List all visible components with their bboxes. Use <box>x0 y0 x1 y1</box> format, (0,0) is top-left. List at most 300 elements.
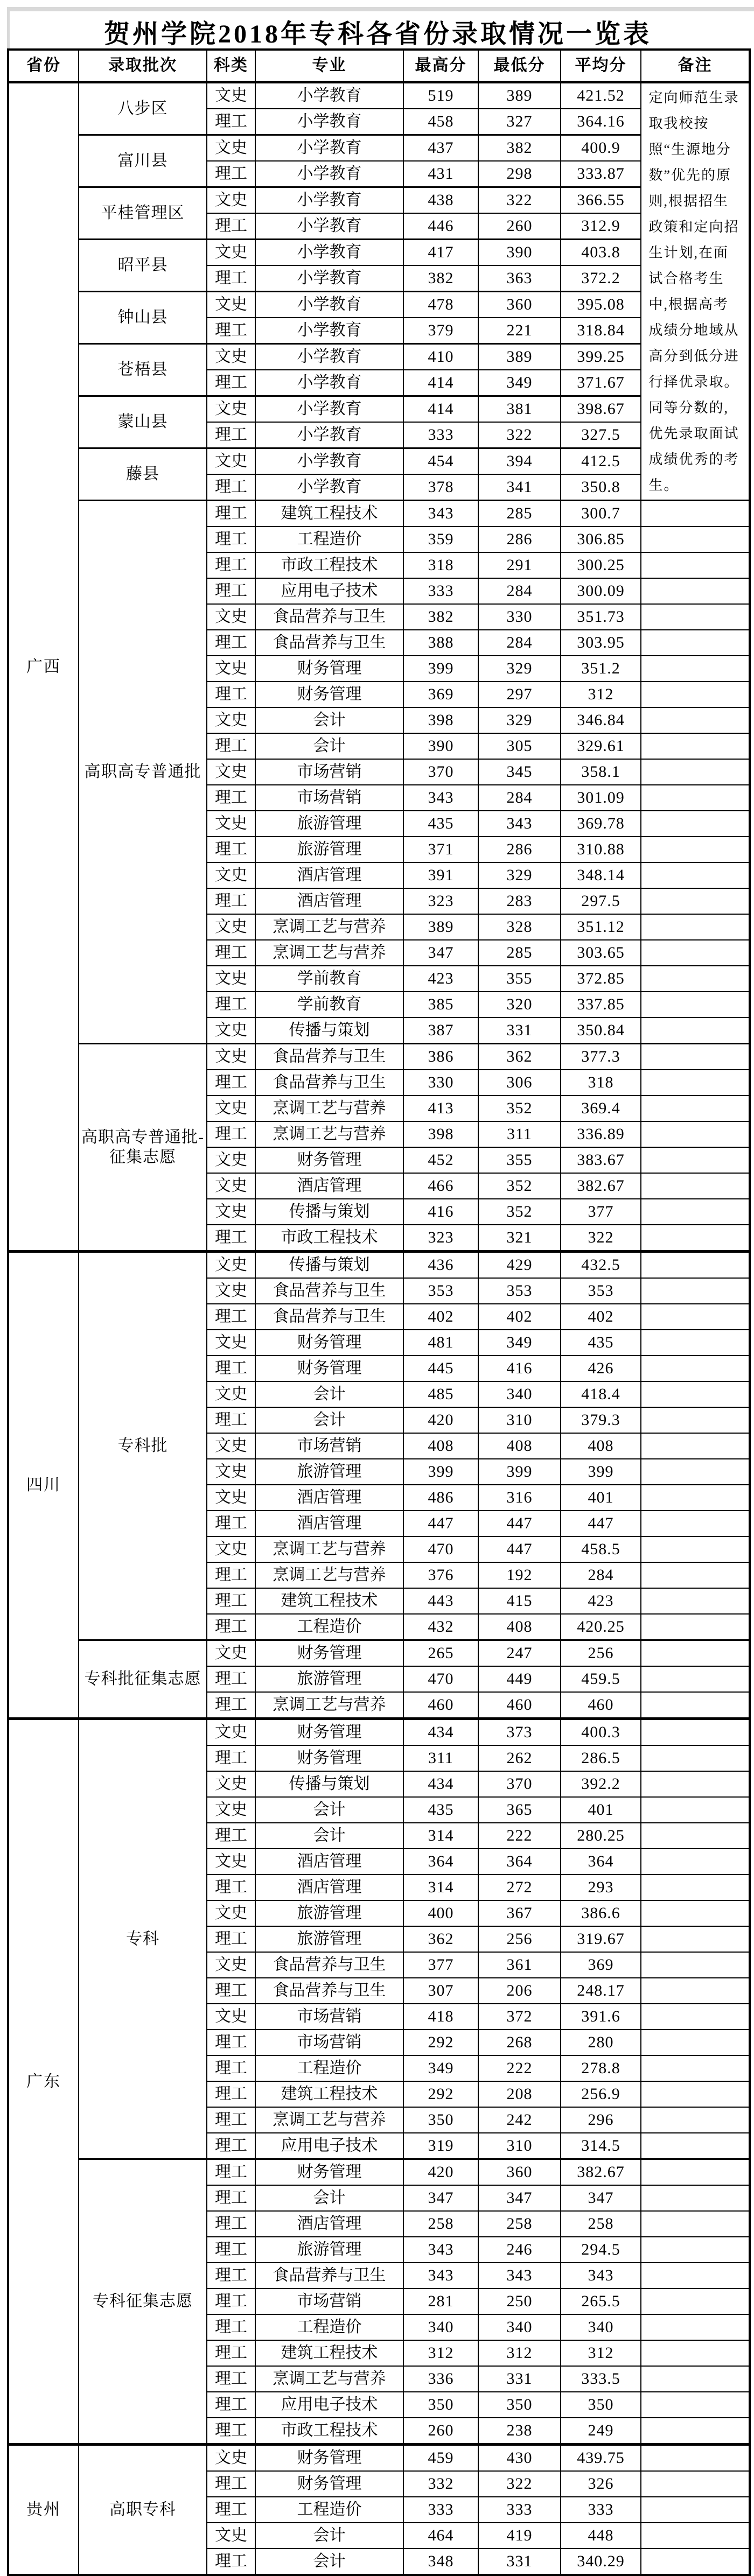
subject-type-cell: 文史 <box>207 1147 255 1173</box>
subject-type-cell: 理工 <box>207 2314 255 2340</box>
avg-score-cell: 366.55 <box>561 187 641 214</box>
table-row <box>8 1252 750 1279</box>
min-score-cell: 415 <box>478 1588 561 1614</box>
subject-type-cell: 理工 <box>207 2030 255 2055</box>
batch-cell: 专科征集志愿 <box>79 2159 207 2445</box>
min-score-cell: 310 <box>478 2133 561 2159</box>
subject-type-cell: 理工 <box>207 213 255 240</box>
major-cell: 小学教育 <box>255 448 403 475</box>
avg-score-cell: 369.78 <box>561 811 641 837</box>
max-score-cell: 458 <box>403 109 478 135</box>
major-cell: 财务管理 <box>255 2445 403 2472</box>
max-score-cell: 385 <box>403 992 478 1017</box>
avg-score-cell: 337.85 <box>561 992 641 1017</box>
subject-type-cell: 理工 <box>207 682 255 707</box>
avg-score-cell: 400.3 <box>561 1719 641 1746</box>
subject-type-cell: 文史 <box>207 2523 255 2549</box>
min-score-cell: 364 <box>478 1849 561 1875</box>
major-cell: 食品营养与卫生 <box>255 630 403 656</box>
remark-cell-empty <box>641 811 750 837</box>
max-score-cell: 347 <box>403 2185 478 2211</box>
remark-cell-empty <box>641 527 750 552</box>
max-score-cell: 478 <box>403 292 478 318</box>
max-score-cell: 343 <box>403 785 478 811</box>
remark-cell-empty <box>641 2289 750 2314</box>
max-score-cell: 371 <box>403 837 478 862</box>
avg-score-cell: 418.4 <box>561 1381 641 1407</box>
avg-score-cell: 340.29 <box>561 2549 641 2575</box>
major-cell: 酒店管理 <box>255 1173 403 1199</box>
max-score-cell: 481 <box>403 1330 478 1356</box>
max-score-cell: 265 <box>403 1640 478 1667</box>
max-score-cell: 464 <box>403 2523 478 2549</box>
major-cell: 会计 <box>255 1407 403 1433</box>
max-score-cell: 258 <box>403 2211 478 2237</box>
major-cell: 烹调工艺与营养 <box>255 1096 403 1121</box>
subject-type-cell: 文史 <box>207 1173 255 1199</box>
max-score-cell: 447 <box>403 1511 478 1536</box>
subject-type-cell: 文史 <box>207 1849 255 1875</box>
batch-cell: 专科 <box>79 1719 207 2159</box>
min-score-cell: 305 <box>478 733 561 759</box>
max-score-cell: 399 <box>403 1459 478 1485</box>
batch-cell: 高职高专普通批 <box>79 501 207 1044</box>
remark-cell-empty <box>641 2471 750 2497</box>
avg-score-cell: 340 <box>561 2314 641 2340</box>
avg-score-cell: 432.5 <box>561 1252 641 1279</box>
remark-cell-empty <box>641 1304 750 1330</box>
batch-cell: 藤县 <box>79 448 207 501</box>
major-cell: 市政工程技术 <box>255 2418 403 2445</box>
max-score-cell: 292 <box>403 2030 478 2055</box>
column-header-max-score: 最高分 <box>403 50 478 82</box>
major-cell: 财务管理 <box>255 1147 403 1173</box>
batch-cell: 高职高专普通批-征集志愿 <box>79 1044 207 1252</box>
subject-type-cell: 理工 <box>207 1926 255 1952</box>
min-score-cell: 353 <box>478 1278 561 1304</box>
major-cell: 食品营养与卫生 <box>255 1278 403 1304</box>
avg-score-cell: 448 <box>561 2523 641 2549</box>
subject-type-cell: 理工 <box>207 940 255 966</box>
avg-score-cell: 284 <box>561 1562 641 1588</box>
table-row <box>8 292 750 318</box>
avg-score-cell: 303.65 <box>561 940 641 966</box>
avg-score-cell: 278.8 <box>561 2055 641 2081</box>
subject-type-cell: 理工 <box>207 552 255 578</box>
max-score-cell: 343 <box>403 2237 478 2263</box>
major-cell: 建筑工程技术 <box>255 2081 403 2107</box>
min-score-cell: 329 <box>478 707 561 733</box>
avg-score-cell: 303.95 <box>561 630 641 656</box>
subject-type-cell: 文史 <box>207 1952 255 1978</box>
subject-type-cell: 文史 <box>207 82 255 109</box>
avg-score-cell: 280.25 <box>561 1823 641 1849</box>
batch-cell: 富川县 <box>79 135 207 187</box>
max-score-cell: 387 <box>403 1017 478 1044</box>
major-cell: 食品营养与卫生 <box>255 1070 403 1096</box>
max-score-cell: 350 <box>403 2392 478 2418</box>
avg-score-cell: 312 <box>561 2340 641 2366</box>
major-cell: 旅游管理 <box>255 1666 403 1692</box>
max-score-cell: 312 <box>403 2340 478 2366</box>
avg-score-cell: 300.09 <box>561 578 641 604</box>
remark-cell-empty <box>641 2392 750 2418</box>
max-score-cell: 398 <box>403 1121 478 1147</box>
min-score-cell: 394 <box>478 448 561 475</box>
subject-type-cell: 理工 <box>207 2289 255 2314</box>
major-cell: 小学教育 <box>255 213 403 240</box>
major-cell: 建筑工程技术 <box>255 2340 403 2366</box>
min-score-cell: 286 <box>478 527 561 552</box>
major-cell: 酒店管理 <box>255 1485 403 1511</box>
province-cell: 广东 <box>8 1719 79 2445</box>
major-cell: 会计 <box>255 2523 403 2549</box>
remark-cell-empty <box>641 1952 750 1978</box>
avg-score-cell: 398.67 <box>561 396 641 423</box>
max-score-cell: 323 <box>403 888 478 914</box>
avg-score-cell: 391.6 <box>561 2004 641 2030</box>
avg-score-cell: 399.25 <box>561 344 641 370</box>
remark-cell-empty <box>641 656 750 682</box>
remark-text: 定向师范生录取我校按照“生源地分数”优先的原则,根据招生政策和定向招生计划,在面试合格考生中,根据高考成绩分地域从高分到低分进行择优录取。同等分数的,优先录取面试成绩优秀的考生。 <box>648 89 739 493</box>
avg-score-cell: 358.1 <box>561 759 641 785</box>
min-score-cell: 349 <box>478 1330 561 1356</box>
remark-cell-empty <box>641 1485 750 1511</box>
avg-score-cell: 364 <box>561 1849 641 1875</box>
batch-cell: 平桂管理区 <box>79 187 207 240</box>
major-cell: 市政工程技术 <box>255 1225 403 1252</box>
min-score-cell: 363 <box>478 265 561 292</box>
remark-cell-empty <box>641 1199 750 1225</box>
max-score-cell: 350 <box>403 2107 478 2133</box>
avg-score-cell: 401 <box>561 1485 641 1511</box>
max-score-cell: 452 <box>403 1147 478 1173</box>
min-score-cell: 258 <box>478 2211 561 2237</box>
min-score-cell: 246 <box>478 2237 561 2263</box>
batch-cell: 昭平县 <box>79 240 207 292</box>
remark-cell-empty <box>641 1771 750 1797</box>
major-cell: 烹调工艺与营养 <box>255 1692 403 1719</box>
remark-cell-empty <box>641 785 750 811</box>
min-score-cell: 350 <box>478 2392 561 2418</box>
max-score-cell: 434 <box>403 1719 478 1746</box>
remark-cell-empty <box>641 1849 750 1875</box>
remark-cell-empty <box>641 940 750 966</box>
remark-cell-empty <box>641 2445 750 2472</box>
province-cell: 四川 <box>8 1252 79 1719</box>
remark-cell-empty <box>641 1719 750 1746</box>
major-cell: 市场营销 <box>255 1433 403 1459</box>
max-score-cell: 314 <box>403 1823 478 1849</box>
major-cell: 酒店管理 <box>255 1511 403 1536</box>
remark-cell-empty <box>641 1070 750 1096</box>
min-score-cell: 310 <box>478 1407 561 1433</box>
avg-score-cell: 435 <box>561 1330 641 1356</box>
max-score-cell: 466 <box>403 1173 478 1199</box>
major-cell: 学前教育 <box>255 992 403 1017</box>
avg-score-cell: 408 <box>561 1433 641 1459</box>
remark-cell-empty <box>641 1692 750 1719</box>
min-score-cell: 192 <box>478 1562 561 1588</box>
remark-cell-empty <box>641 682 750 707</box>
remark-cell-empty <box>641 1536 750 1562</box>
subject-type-cell: 理工 <box>207 474 255 501</box>
subject-type-cell: 理工 <box>207 2185 255 2211</box>
max-score-cell: 414 <box>403 370 478 396</box>
min-score-cell: 272 <box>478 1875 561 1900</box>
major-cell: 财务管理 <box>255 2471 403 2497</box>
avg-score-cell: 333.5 <box>561 2366 641 2392</box>
subject-type-cell: 文史 <box>207 1640 255 1667</box>
max-score-cell: 382 <box>403 604 478 630</box>
avg-score-cell: 343 <box>561 2263 641 2289</box>
batch-cell: 蒙山县 <box>79 396 207 448</box>
max-score-cell: 359 <box>403 527 478 552</box>
table-row <box>8 501 750 527</box>
min-score-cell: 352 <box>478 1199 561 1225</box>
remark-cell-empty <box>641 1017 750 1044</box>
major-cell: 市政工程技术 <box>255 552 403 578</box>
subject-type-cell: 理工 <box>207 109 255 135</box>
subject-type-cell: 理工 <box>207 1407 255 1433</box>
max-score-cell: 438 <box>403 187 478 214</box>
avg-score-cell: 402 <box>561 1304 641 1330</box>
avg-score-cell: 350.8 <box>561 474 641 501</box>
min-score-cell: 321 <box>478 1225 561 1252</box>
min-score-cell: 330 <box>478 604 561 630</box>
major-cell: 财务管理 <box>255 682 403 707</box>
major-cell: 小学教育 <box>255 240 403 266</box>
max-score-cell: 378 <box>403 474 478 501</box>
min-score-cell: 327 <box>478 109 561 135</box>
min-score-cell: 285 <box>478 940 561 966</box>
min-score-cell: 322 <box>478 422 561 448</box>
subject-type-cell: 文史 <box>207 1485 255 1511</box>
min-score-cell: 298 <box>478 161 561 187</box>
remark-cell-empty <box>641 1252 750 1279</box>
max-score-cell: 519 <box>403 82 478 109</box>
batch-cell: 钟山县 <box>79 292 207 344</box>
major-cell: 财务管理 <box>255 1640 403 1667</box>
subject-type-cell: 理工 <box>207 1666 255 1692</box>
remark-cell-empty <box>641 2523 750 2549</box>
subject-type-cell: 理工 <box>207 1356 255 1381</box>
max-score-cell: 319 <box>403 2133 478 2159</box>
min-score-cell: 389 <box>478 82 561 109</box>
min-score-cell: 222 <box>478 1823 561 1849</box>
major-cell: 旅游管理 <box>255 1926 403 1952</box>
major-cell: 小学教育 <box>255 370 403 396</box>
avg-score-cell: 336.89 <box>561 1121 641 1147</box>
subject-type-cell: 文史 <box>207 1719 255 1746</box>
subject-type-cell: 理工 <box>207 1070 255 1096</box>
min-score-cell: 340 <box>478 2314 561 2340</box>
major-cell: 财务管理 <box>255 1745 403 1771</box>
min-score-cell: 360 <box>478 292 561 318</box>
min-score-cell: 408 <box>478 1433 561 1459</box>
min-score-cell: 367 <box>478 1900 561 1926</box>
remark-cell-empty <box>641 1745 750 1771</box>
column-header-min-score: 最低分 <box>478 50 561 82</box>
remark-cell-empty <box>641 1823 750 1849</box>
remark-cell-empty <box>641 862 750 888</box>
major-cell: 会计 <box>255 707 403 733</box>
subject-type-cell: 理工 <box>207 785 255 811</box>
max-score-cell: 420 <box>403 2159 478 2186</box>
remark-cell-empty <box>641 1330 750 1356</box>
major-cell: 小学教育 <box>255 82 403 109</box>
major-cell: 旅游管理 <box>255 1459 403 1485</box>
min-score-cell: 322 <box>478 187 561 214</box>
remark-cell <box>641 82 750 501</box>
min-score-cell: 352 <box>478 1096 561 1121</box>
min-score-cell: 242 <box>478 2107 561 2133</box>
subject-type-cell: 理工 <box>207 1614 255 1640</box>
major-cell: 财务管理 <box>255 1330 403 1356</box>
avg-score-cell: 350.84 <box>561 1017 641 1044</box>
min-score-cell: 331 <box>478 2549 561 2575</box>
major-cell: 市场营销 <box>255 759 403 785</box>
min-score-cell: 284 <box>478 785 561 811</box>
subject-type-cell: 理工 <box>207 1823 255 1849</box>
major-cell: 酒店管理 <box>255 888 403 914</box>
remark-cell-empty <box>641 1588 750 1614</box>
max-score-cell: 281 <box>403 2289 478 2314</box>
avg-score-cell: 369 <box>561 1952 641 1978</box>
avg-score-cell: 371.67 <box>561 370 641 396</box>
max-score-cell: 376 <box>403 1562 478 1588</box>
subject-type-cell: 理工 <box>207 2392 255 2418</box>
avg-score-cell: 351.12 <box>561 914 641 940</box>
remark-cell-empty <box>641 2185 750 2211</box>
max-score-cell: 307 <box>403 1978 478 2004</box>
avg-score-cell: 392.2 <box>561 1771 641 1797</box>
remark-cell-empty <box>641 1381 750 1407</box>
max-score-cell: 416 <box>403 1199 478 1225</box>
major-cell: 小学教育 <box>255 161 403 187</box>
remark-cell-empty <box>641 1614 750 1640</box>
major-cell: 财务管理 <box>255 2159 403 2186</box>
max-score-cell: 362 <box>403 1926 478 1952</box>
table-row <box>8 2159 750 2186</box>
min-score-cell: 390 <box>478 240 561 266</box>
subject-type-cell: 文史 <box>207 448 255 475</box>
min-score-cell: 355 <box>478 1147 561 1173</box>
remark-cell-empty <box>641 2211 750 2237</box>
max-score-cell: 343 <box>403 501 478 527</box>
subject-type-cell: 文史 <box>207 966 255 992</box>
remark-cell-empty <box>641 501 750 527</box>
min-score-cell: 331 <box>478 1017 561 1044</box>
max-score-cell: 369 <box>403 682 478 707</box>
subject-type-cell: 文史 <box>207 1252 255 1279</box>
remark-cell-empty <box>641 707 750 733</box>
column-header-major: 专业 <box>255 50 403 82</box>
major-cell: 食品营养与卫生 <box>255 1044 403 1070</box>
remark-cell-empty <box>641 1511 750 1536</box>
major-cell: 食品营养与卫生 <box>255 1978 403 2004</box>
max-score-cell: 333 <box>403 422 478 448</box>
subject-type-cell: 理工 <box>207 2107 255 2133</box>
remark-cell-empty <box>641 1978 750 2004</box>
min-score-cell: 447 <box>478 1536 561 1562</box>
avg-score-cell: 306.85 <box>561 527 641 552</box>
subject-type-cell: 理工 <box>207 1745 255 1771</box>
avg-score-cell: 280 <box>561 2030 641 2055</box>
min-score-cell: 370 <box>478 1771 561 1797</box>
batch-cell: 高职专科 <box>79 2445 207 2575</box>
remark-cell-empty <box>641 2418 750 2445</box>
min-score-cell: 285 <box>478 501 561 527</box>
table-row <box>8 1044 750 1070</box>
major-cell: 旅游管理 <box>255 1900 403 1926</box>
major-cell: 市场营销 <box>255 2030 403 2055</box>
batch-cell: 专科批 <box>79 1252 207 1640</box>
min-score-cell: 343 <box>478 2263 561 2289</box>
max-score-cell: 460 <box>403 1692 478 1719</box>
avg-score-cell: 395.08 <box>561 292 641 318</box>
avg-score-cell: 286.5 <box>561 1745 641 1771</box>
remark-cell-empty <box>641 2314 750 2340</box>
remark-cell-empty <box>641 759 750 785</box>
major-cell: 建筑工程技术 <box>255 501 403 527</box>
remark-cell-empty <box>641 604 750 630</box>
remark-cell-empty <box>641 1356 750 1381</box>
subject-type-cell: 文史 <box>207 1381 255 1407</box>
major-cell: 工程造价 <box>255 2055 403 2081</box>
subject-type-cell: 理工 <box>207 161 255 187</box>
page-title: 贺州学院2018年专科各省份录取情况一览表 <box>103 20 652 48</box>
avg-score-cell: 351.73 <box>561 604 641 630</box>
min-score-cell: 352 <box>478 1173 561 1199</box>
remark-cell-empty <box>641 1044 750 1070</box>
max-score-cell: 454 <box>403 448 478 475</box>
min-score-cell: 268 <box>478 2030 561 2055</box>
min-score-cell: 365 <box>478 1797 561 1823</box>
subject-type-cell: 理工 <box>207 837 255 862</box>
avg-score-cell: 421.52 <box>561 82 641 109</box>
avg-score-cell: 296 <box>561 2107 641 2133</box>
subject-type-cell: 文史 <box>207 1459 255 1485</box>
major-cell: 烹调工艺与营养 <box>255 2366 403 2392</box>
min-score-cell: 416 <box>478 1356 561 1381</box>
major-cell: 烹调工艺与营养 <box>255 2107 403 2133</box>
major-cell: 传播与策划 <box>255 1017 403 1044</box>
remark-cell-empty <box>641 552 750 578</box>
avg-score-cell: 256 <box>561 1640 641 1667</box>
max-score-cell: 417 <box>403 240 478 266</box>
major-cell: 财务管理 <box>255 1356 403 1381</box>
avg-score-cell: 399 <box>561 1459 641 1485</box>
max-score-cell: 435 <box>403 811 478 837</box>
max-score-cell: 377 <box>403 1952 478 1978</box>
table-row <box>8 396 750 423</box>
page-top-strip <box>8 7 754 11</box>
min-score-cell: 430 <box>478 2445 561 2472</box>
subject-type-cell: 理工 <box>207 2418 255 2445</box>
avg-score-cell: 379.3 <box>561 1407 641 1433</box>
remark-cell-empty <box>641 1666 750 1692</box>
subject-type-cell: 文史 <box>207 862 255 888</box>
subject-type-cell: 理工 <box>207 1875 255 1900</box>
table-row <box>8 187 750 214</box>
remark-cell-empty <box>641 1433 750 1459</box>
min-score-cell: 333 <box>478 2497 561 2523</box>
major-cell: 小学教育 <box>255 135 403 162</box>
min-score-cell: 238 <box>478 2418 561 2445</box>
max-score-cell: 470 <box>403 1666 478 1692</box>
remark-cell-empty <box>641 2366 750 2392</box>
